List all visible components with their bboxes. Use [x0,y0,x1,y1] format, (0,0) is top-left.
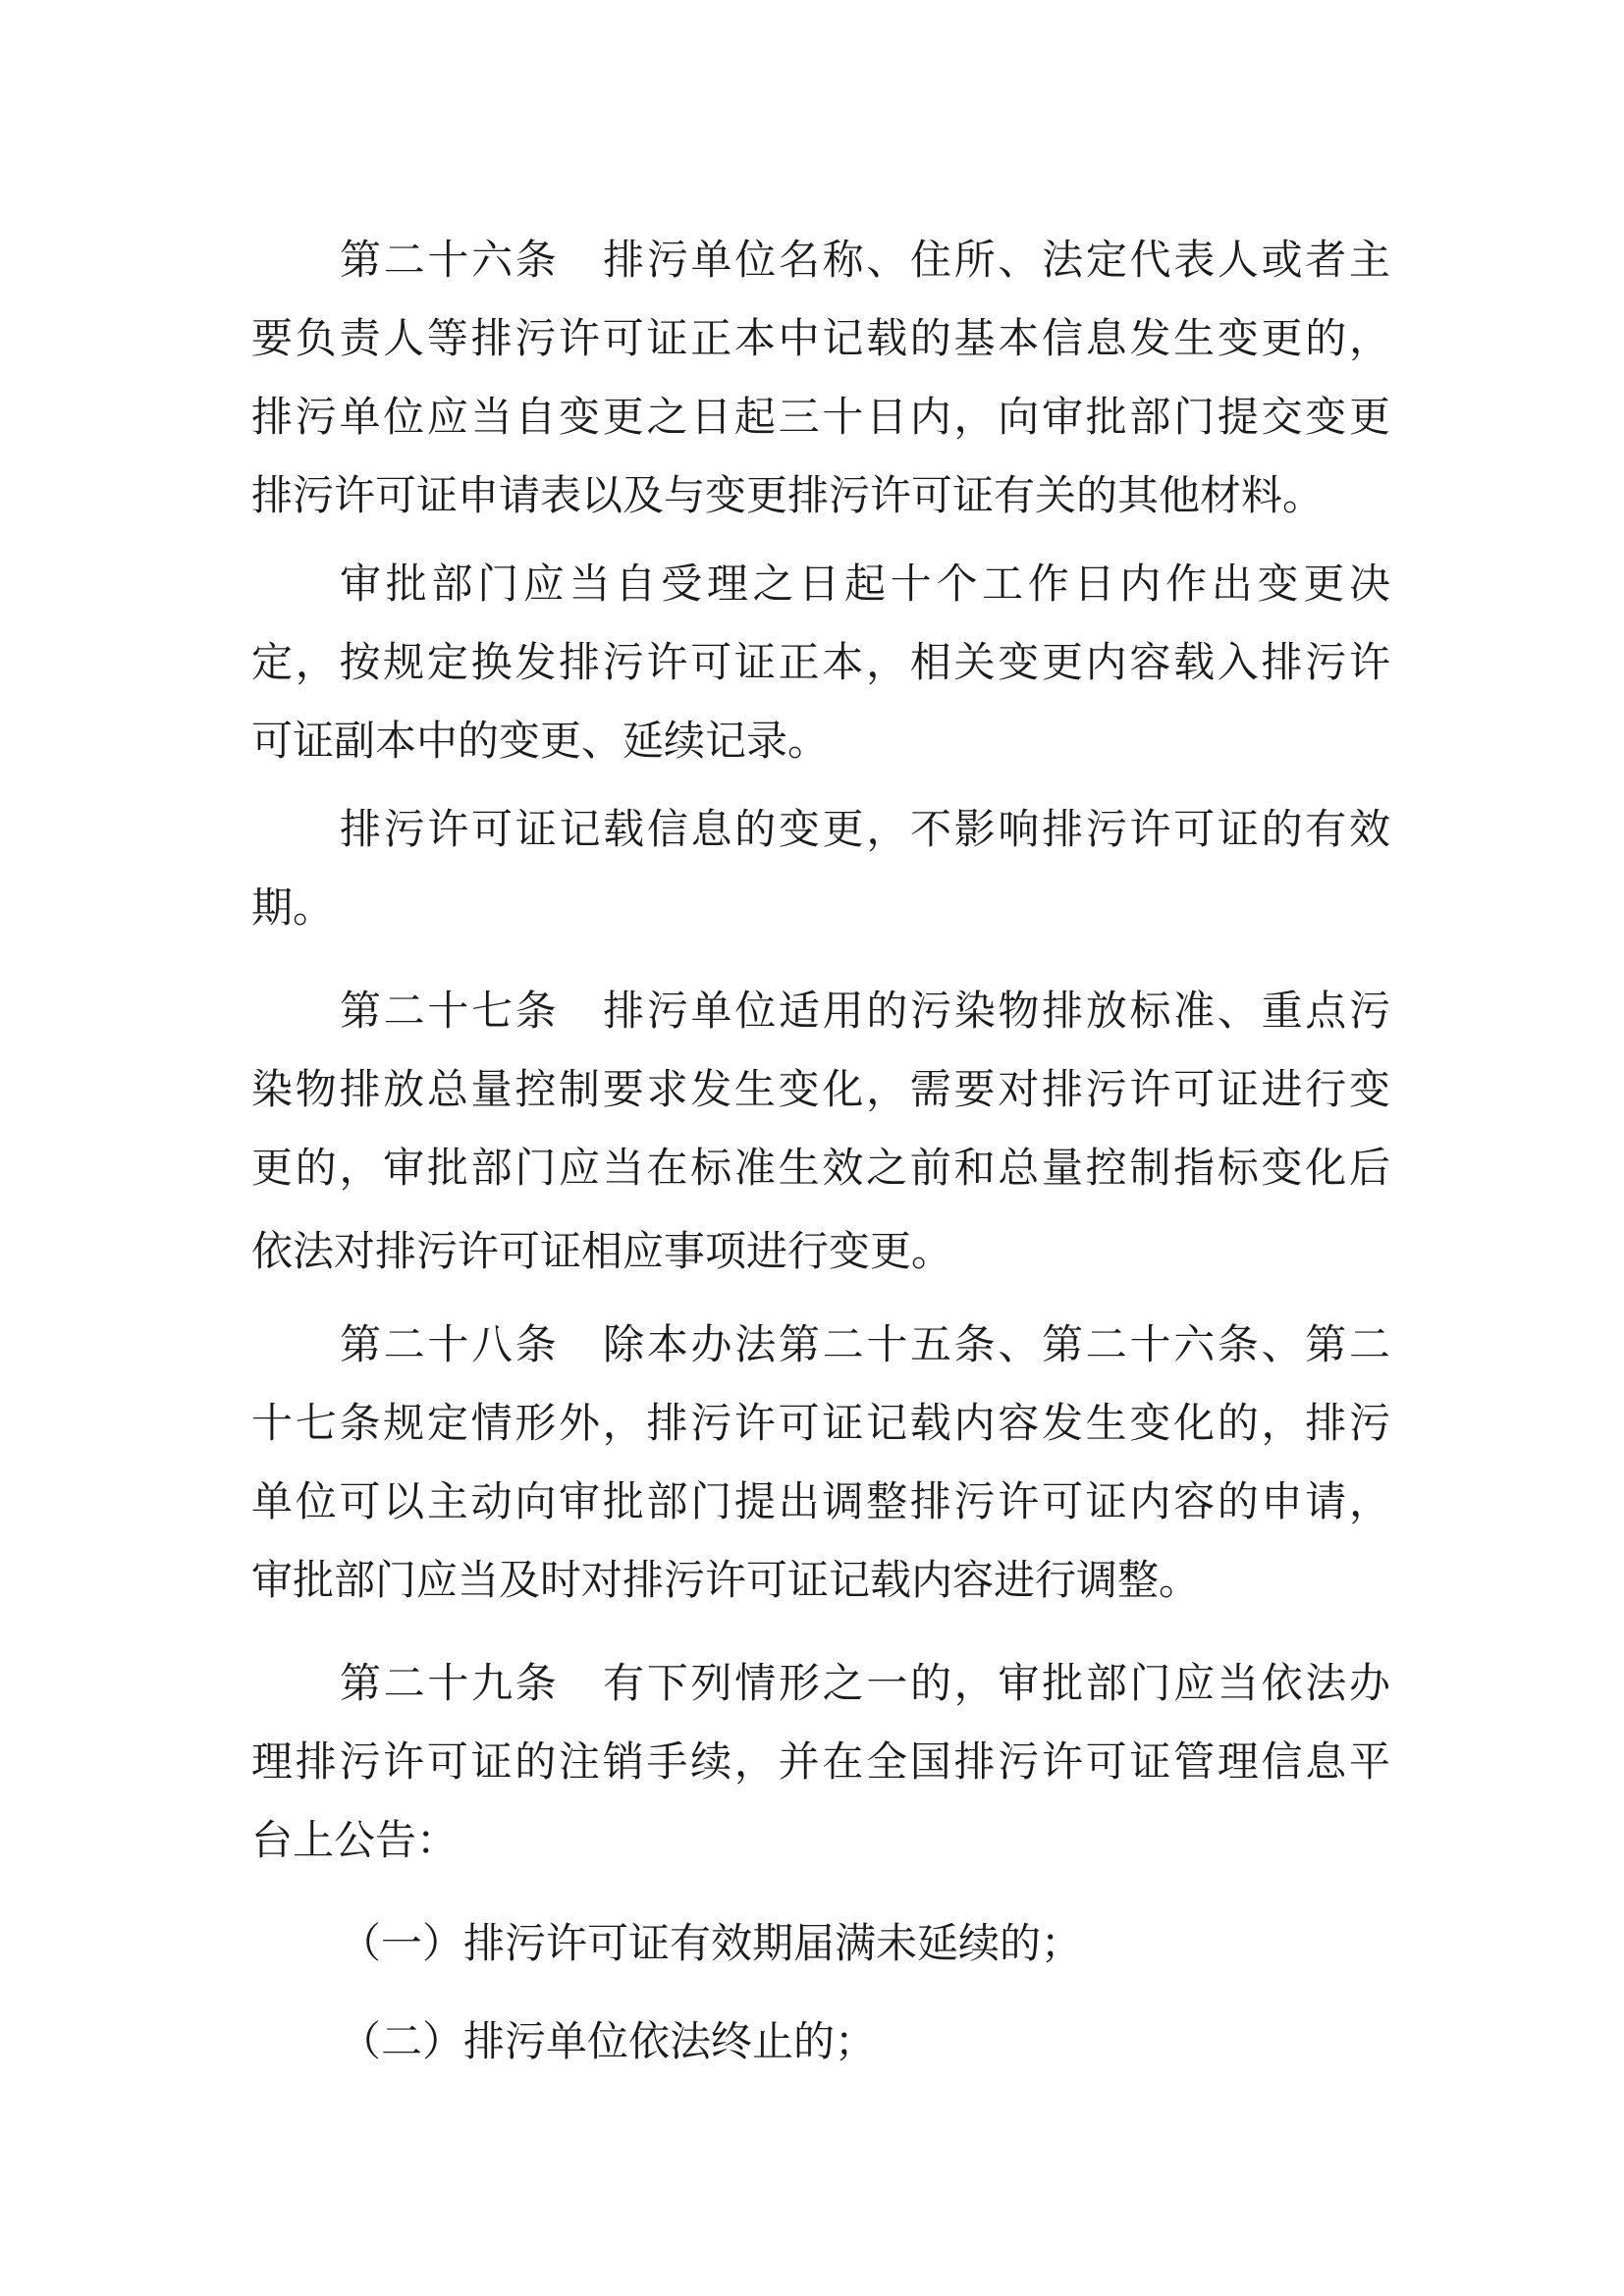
article-26-line-1: 第二十六条 排污单位名称、住所、法定代表人或者主 [340,236,1390,284]
article-27-line-3: 更的，审批部门应当在标准生效之前和总量控制指标变化后 [251,1144,1390,1192]
article-26-para3-line-1: 排污许可证记载信息的变更，不影响排污许可证的有效 [340,805,1390,853]
article-26-para3-line-2: 期。 [251,883,335,932]
article-29-line-1: 第二十九条 有下列情形之一的，审批部门应当依法办 [340,1659,1390,1707]
article-27-line-4: 依法对排污许可证相应事项进行变更。 [251,1227,953,1275]
article-27-line-1: 第二十七条 排污单位适用的污染物排放标准、重点污 [340,987,1390,1035]
article-28-line-2: 十七条规定情形外，排污许可证记载内容发生变化的，排污 [251,1399,1390,1447]
article-26-para2-line-1: 审批部门应当自受理之日起十个工作日内作出变更决 [340,560,1390,608]
article-26-line-4: 排污许可证申请表以及与变更排污许可证有关的其他材料。 [251,471,1325,519]
article-29-line-3: 台上公告： [251,1816,459,1864]
article-27-line-2: 染物排放总量控制要求发生变化，需要对排污许可证进行变 [251,1065,1390,1113]
article-26-line-2: 要负责人等排污许可证正本中记载的基本信息发生变更的， [251,314,1390,362]
article-29-line-2: 理排污许可证的注销手续，并在全国排污许可证管理信息平 [251,1737,1390,1786]
article-26-para2-line-2: 定，按规定换发排污许可证正本，相关变更内容载入排污许 [251,638,1390,686]
article-28-line-4: 审批部门应当及时对排污许可证记载内容进行调整。 [251,1556,1201,1604]
article-28-line-3: 单位可以主动向审批部门提出调整排污许可证内容的申请， [251,1477,1390,1525]
article-29-item-2: （二）排污单位依法终止的； [340,2017,877,2065]
article-26-line-3: 排污单位应当自变更之日起三十日内，向审批部门提交变更 [251,393,1390,441]
article-26-para2-line-3: 可证副本中的变更、延续记录。 [251,717,830,765]
article-29-item-1: （一）排污许可证有效期届满未延续的； [340,1919,1083,1967]
article-28-line-1: 第二十八条 除本办法第二十五条、第二十六条、第二 [340,1320,1390,1368]
